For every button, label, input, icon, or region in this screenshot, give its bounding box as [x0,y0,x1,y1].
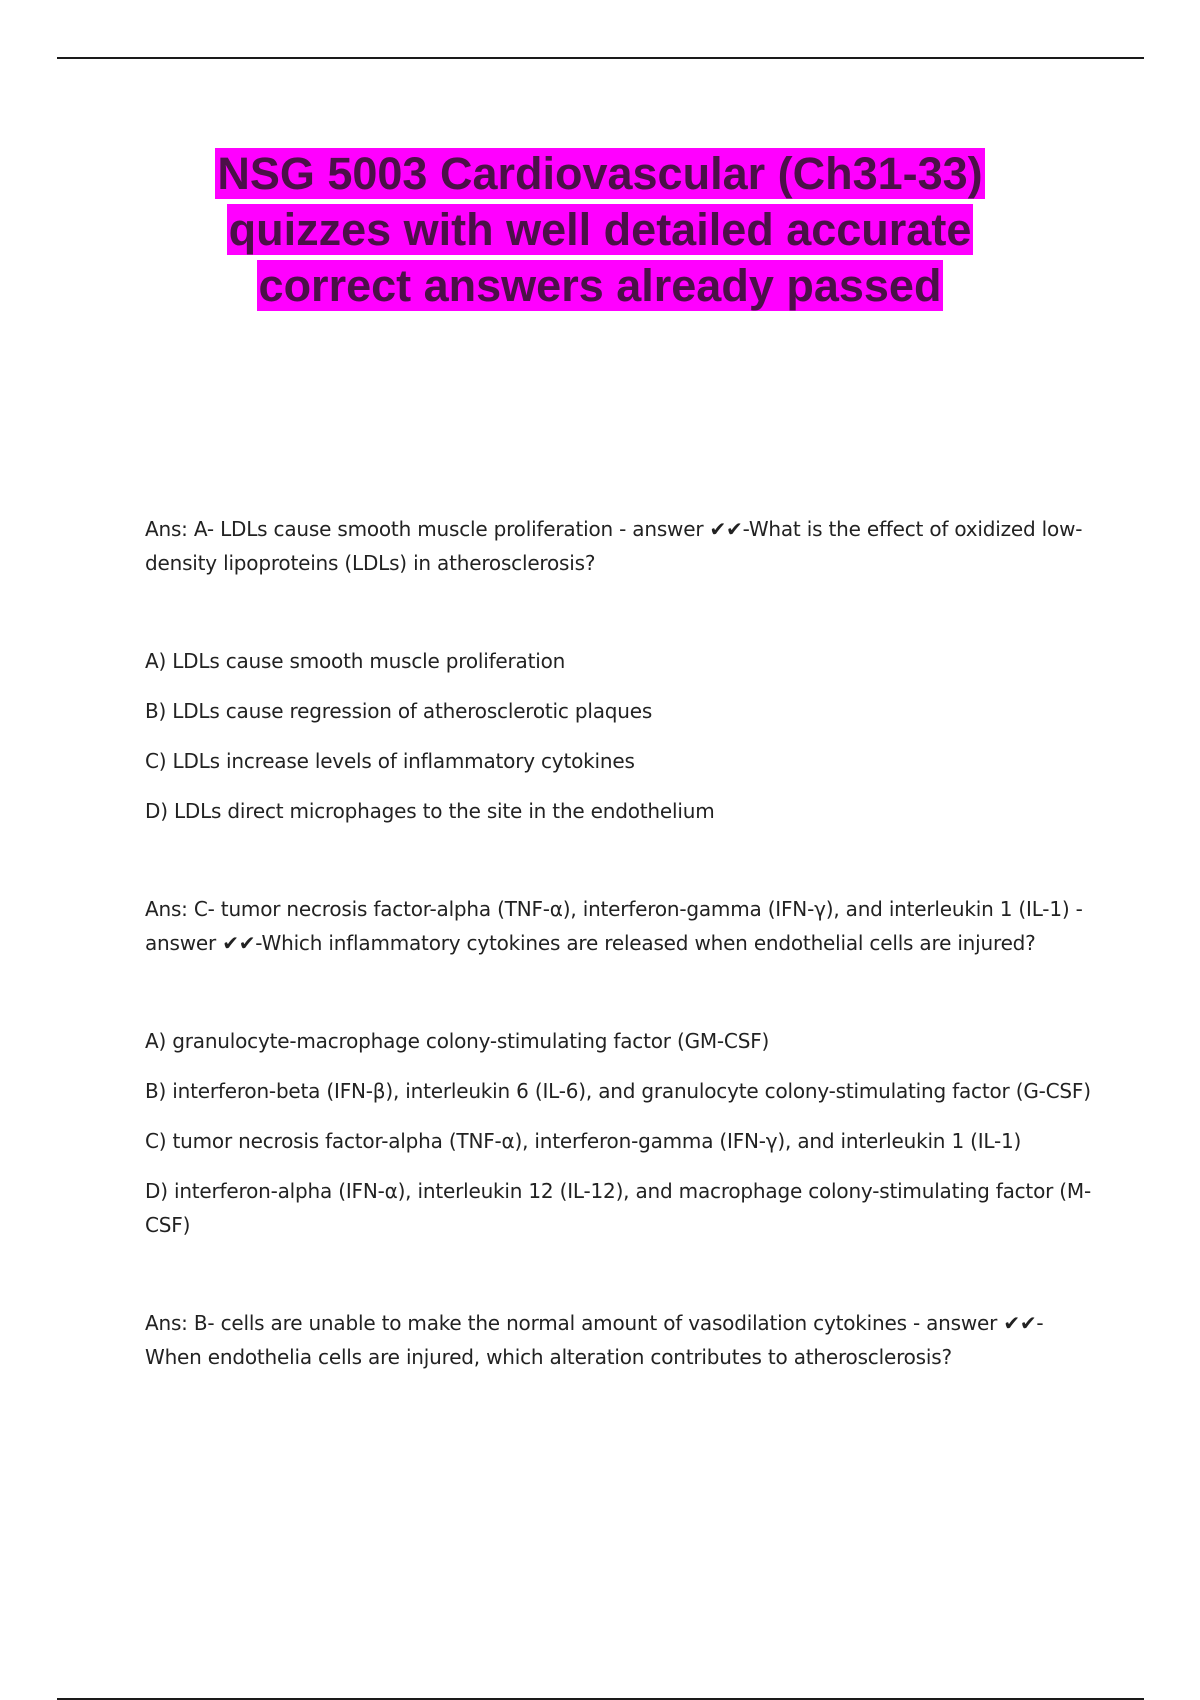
option-a: A) granulocyte-macrophage colony-stimulating factor (GM-CSF) [145,1029,770,1053]
option-d: D) interferon-alpha (IFN-α), interleukin 12 (IL-12), and macrophage colony-stimulating factor (M-CSF) [145,1179,1091,1237]
document-title: NSG 5003 Cardiovascular (Ch31-33) quizzes with well detailed accurate correct answers already passed [217,148,983,311]
top-rule [57,57,1144,59]
question-block-2 [145,892,1095,960]
option-b: B) LDLs cause regression of atherosclerotic plaques [145,699,653,723]
question-2-text: Ans: C- tumor necrosis factor-alpha (TNF-α), interferon-gamma (IFN-γ), and interleukin 1 (IL-1) - answer ✔✔-Which inflammatory cytokines are released when endothelial cells are injured? [145,897,1083,955]
option-d: D) LDLs direct microphages to the site in the endothelium [145,799,715,823]
question-2-options [145,1024,1095,1242]
question-1-text: Ans: A- LDLs cause smooth muscle proliferation - answer ✔✔-What is the effect of oxidized low-density lipoproteins (LDLs) in atherosclerosis? [145,517,1083,575]
option-b: B) interferon-beta (IFN-β), interleukin 6 (IL-6), and granulocyte colony-stimulating factor (G-CSF) [145,1079,1091,1103]
option-c: C) LDLs increase levels of inflammatory cytokines [145,749,635,773]
option-c: C) tumor necrosis factor-alpha (TNF-α), interferon-gamma (IFN-γ), and interleukin 1 (IL-1) [145,1129,1022,1153]
title-block [160,146,1040,314]
question-1-options [145,644,1095,828]
question-block-1 [145,512,1095,580]
question-block-3 [145,1306,1095,1374]
question-3-text: Ans: B- cells are unable to make the normal amount of vasodilation cytokines - answer ✔✔-When endothelia cells are injured, which alteration contributes to atherosclerosis? [145,1311,1044,1369]
document-body [145,512,1095,1438]
option-a: A) LDLs cause smooth muscle proliferation [145,649,566,673]
